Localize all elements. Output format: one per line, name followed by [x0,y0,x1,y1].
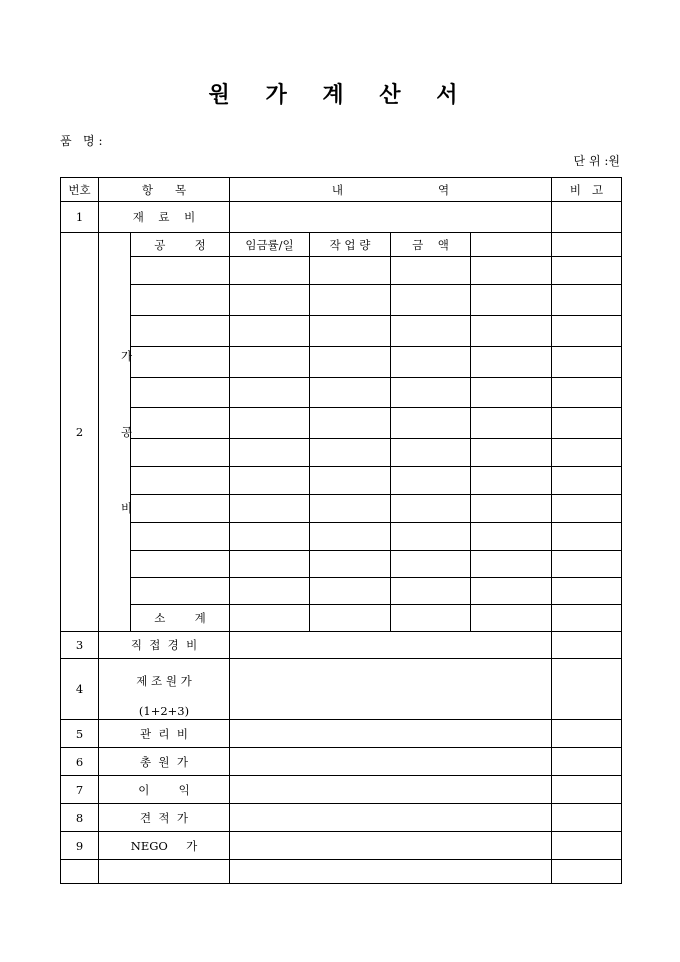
workload-cell[interactable] [310,578,391,605]
row-number: 3 [61,632,99,659]
extra-cell[interactable] [471,605,552,632]
item-name: 총 원 가 [99,748,230,776]
amount-cell[interactable] [391,408,471,439]
table-row [61,659,622,720]
vertical-char: 비 [120,501,133,515]
detail-cell[interactable] [230,632,552,659]
amount-cell[interactable] [391,551,471,578]
subheader-amount: 금 액 [391,233,471,257]
process-cell[interactable] [131,523,230,551]
table-row [61,832,622,860]
subheader-process: 공 정 [131,233,230,257]
row-number: 7 [61,776,99,804]
extra-cell[interactable] [471,408,552,439]
vertical-char: 가 [120,349,133,363]
item-name: 재 료 비 [99,202,230,233]
workload-cell[interactable] [310,551,391,578]
item-name: 관 리 비 [99,720,230,748]
process-row [61,257,622,285]
remark-cell[interactable] [552,523,622,551]
wage-rate-cell[interactable] [230,523,310,551]
cost-table [60,177,622,884]
process-row [61,523,622,551]
amount-cell[interactable] [391,439,471,467]
amount-cell[interactable] [391,495,471,523]
remark-cell[interactable] [552,233,622,257]
row-number: 5 [61,720,99,748]
process-cell[interactable] [131,495,230,523]
wage-rate-cell[interactable] [230,551,310,578]
process-row [61,378,622,408]
extra-cell[interactable] [471,378,552,408]
wage-rate-cell[interactable] [230,467,310,495]
row-number: 8 [61,804,99,832]
wage-rate-cell[interactable] [230,378,310,408]
process-row [61,316,622,347]
item-name-formula: (1+2+3) [138,704,190,718]
remark-cell[interactable] [552,860,622,884]
page-title: 원 가 계 산 서 [208,82,472,108]
workload-cell[interactable] [310,285,391,316]
remark-cell[interactable] [552,659,622,720]
table-row [61,776,622,804]
row-number: 9 [61,832,99,860]
wage-rate-cell[interactable] [230,605,310,632]
remark-cell[interactable] [552,551,622,578]
subtotal-label: 소 계 [131,605,230,632]
subheader-workload: 작 업 량 [310,233,391,257]
remark-cell[interactable] [552,285,622,316]
process-cell[interactable] [131,316,230,347]
item-name: 직 접 경 비 [99,632,230,659]
amount-cell[interactable] [391,605,471,632]
amount-cell[interactable] [391,523,471,551]
header-no: 번호 [61,178,99,202]
process-cell[interactable] [131,378,230,408]
process-row [61,467,622,495]
amount-cell[interactable] [391,378,471,408]
item-name: 견 적 가 [99,804,230,832]
workload-cell[interactable] [310,467,391,495]
remark-cell[interactable] [552,495,622,523]
row-number: 4 [61,659,99,720]
extra-cell[interactable] [471,439,552,467]
detail-cell[interactable] [230,832,552,860]
process-cell[interactable] [131,467,230,495]
amount-cell[interactable] [391,285,471,316]
table-row [61,804,622,832]
extra-cell[interactable] [471,578,552,605]
process-row [61,551,622,578]
item-name: NEGO 가 [99,832,230,860]
table-row [61,720,622,748]
extra-cell[interactable] [471,467,552,495]
workload-cell[interactable] [310,439,391,467]
wage-rate-cell[interactable] [230,578,310,605]
workload-cell[interactable] [310,378,391,408]
process-cell[interactable] [131,439,230,467]
header-item: 항 목 [99,178,230,202]
header-detail: 내 역 [230,178,552,202]
header-row [61,178,622,202]
detail-cell[interactable] [230,748,552,776]
remark-cell[interactable] [552,605,622,632]
process-row [61,495,622,523]
processing-subheader-row [61,233,622,257]
remark-cell[interactable] [552,776,622,804]
product-name-label: 품 명 : [60,134,103,148]
workload-cell[interactable] [310,347,391,378]
wage-rate-cell[interactable] [230,495,310,523]
extra-cell[interactable] [471,495,552,523]
table-row [61,632,622,659]
process-row [61,347,622,378]
processing-cost-label [99,233,131,632]
remark-cell[interactable] [552,578,622,605]
amount-cell[interactable] [391,578,471,605]
table-row [61,202,622,233]
wage-rate-cell[interactable] [230,439,310,467]
blank-row [61,860,622,884]
amount-cell[interactable] [391,347,471,378]
detail-cell[interactable] [230,720,552,748]
row-number: 6 [61,748,99,776]
amount-cell[interactable] [391,257,471,285]
detail-cell[interactable] [230,804,552,832]
remark-cell[interactable] [552,632,622,659]
table-row [61,748,622,776]
subheader-wage-rate: 임금률/일 [230,233,310,257]
row-number [61,860,99,884]
item-name [99,659,230,720]
header-remark: 비 고 [552,178,622,202]
item-name[interactable] [99,860,230,884]
remark-cell[interactable] [552,408,622,439]
remark-cell[interactable] [552,804,622,832]
extra-cell[interactable] [471,551,552,578]
workload-cell[interactable] [310,523,391,551]
row-number: 1 [61,202,99,233]
process-row [61,285,622,316]
process-cell[interactable] [131,551,230,578]
wage-rate-cell[interactable] [230,257,310,285]
row-number: 2 [61,233,99,632]
extra-cell[interactable] [471,316,552,347]
process-cell[interactable] [131,257,230,285]
item-name: 이 익 [99,776,230,804]
remark-cell[interactable] [552,439,622,467]
extra-cell[interactable] [471,257,552,285]
remark-cell[interactable] [552,378,622,408]
remark-cell[interactable] [552,467,622,495]
item-name-main: 제 조 원 가 [136,674,192,688]
process-cell[interactable] [131,347,230,378]
workload-cell[interactable] [310,316,391,347]
process-row [61,408,622,439]
process-row [61,439,622,467]
workload-cell[interactable] [310,408,391,439]
wage-rate-cell[interactable] [230,316,310,347]
unit-label: 단 위 :원 [573,154,620,168]
extra-cell[interactable] [471,285,552,316]
process-row [61,578,622,605]
subtotal-row [61,605,622,632]
vertical-char: 공 [120,425,133,439]
remark-cell[interactable] [552,832,622,860]
workload-cell[interactable] [310,257,391,285]
subheader-blank [471,233,552,257]
detail-cell[interactable] [230,202,552,233]
detail-cell[interactable] [230,776,552,804]
remark-cell[interactable] [552,316,622,347]
process-cell[interactable] [131,408,230,439]
extra-cell[interactable] [471,523,552,551]
wage-rate-cell[interactable] [230,408,310,439]
workload-cell[interactable] [310,495,391,523]
workload-cell[interactable] [310,605,391,632]
detail-cell[interactable] [230,860,552,884]
remark-cell[interactable] [552,347,622,378]
remark-cell[interactable] [552,202,622,233]
amount-cell[interactable] [391,316,471,347]
amount-cell[interactable] [391,467,471,495]
wage-rate-cell[interactable] [230,347,310,378]
extra-cell[interactable] [471,347,552,378]
detail-cell[interactable] [230,659,552,720]
wage-rate-cell[interactable] [230,285,310,316]
remark-cell[interactable] [552,748,622,776]
process-cell[interactable] [131,578,230,605]
remark-cell[interactable] [552,720,622,748]
remark-cell[interactable] [552,257,622,285]
process-cell[interactable] [131,285,230,316]
